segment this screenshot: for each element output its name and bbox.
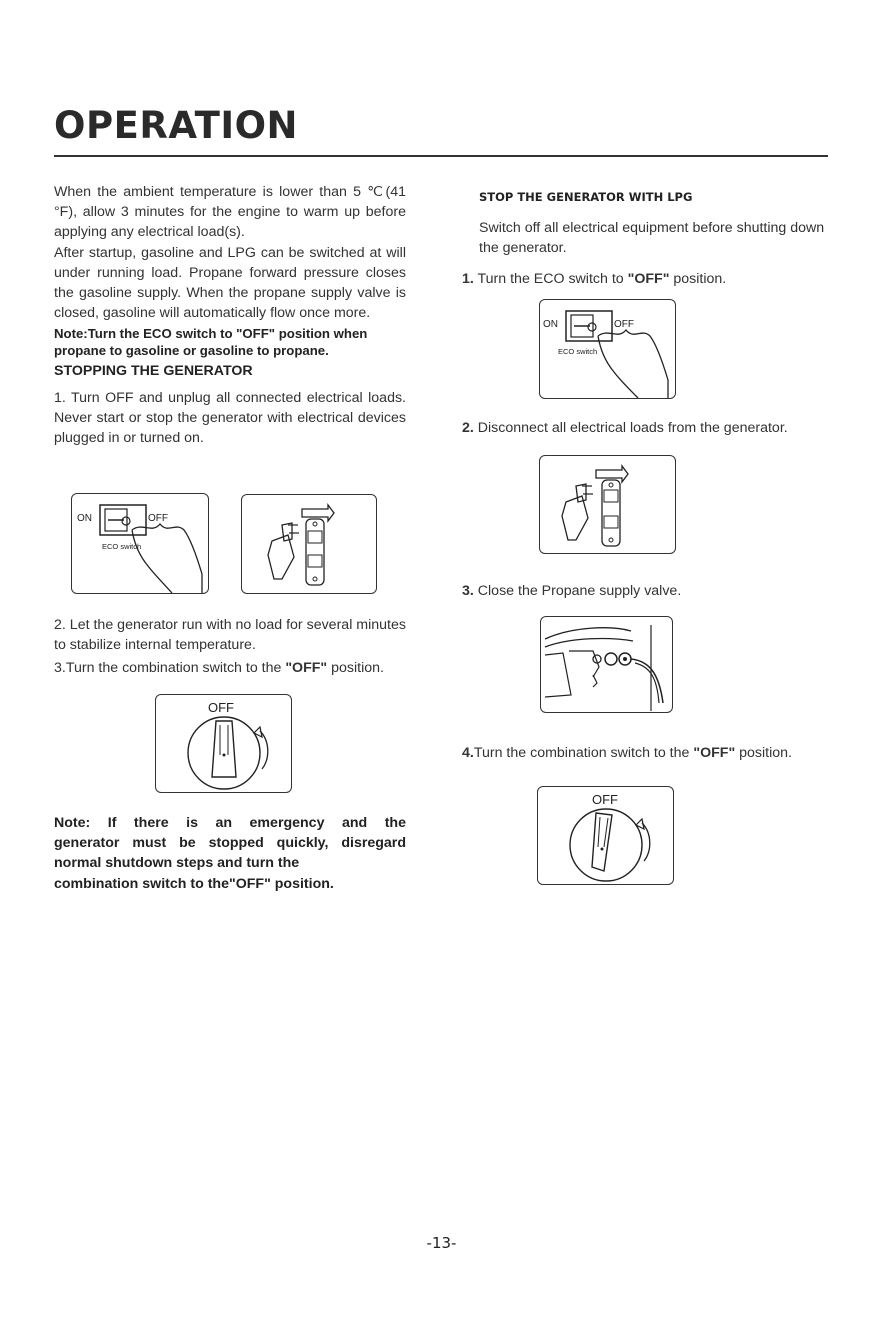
left-step-3-prefix: 3.Turn the combination switch to the [54, 660, 286, 677]
emergency-line-2: generator must be stopped quickly, disregard [54, 835, 406, 852]
right-step-3 [462, 581, 832, 601]
right-step-4-suffix: position. [735, 745, 792, 761]
title-divider [54, 155, 828, 157]
eco-off-label-right: OFF [614, 319, 634, 330]
right-column [462, 184, 830, 289]
unplug-figure-left [241, 494, 377, 594]
right-step-2-num: 2. [462, 420, 474, 436]
fuel-switch-paragraph: After startup, gasoline and LPG can be switched at will under running load. Propane forward pressure closes the gasoline supply. When the propane supply valve is closed, gasoline will automatically flow once more. [54, 244, 406, 322]
lpg-heading: STOP THE GENERATOR WITH LPG [479, 190, 693, 204]
right-step-4-prefix: Turn the combination switch to the [473, 745, 694, 761]
dial-figure-right [537, 786, 674, 885]
dial-illustration [156, 695, 291, 792]
propane-valve-figure [540, 616, 673, 713]
emergency-line-4-prefix: combination switch to the [54, 875, 229, 892]
right-step-3-num: 3. [462, 583, 474, 599]
eco-note: Note:Turn the ECO switch to "OFF" position when propane to gasoline or gasoline to propane. [54, 326, 368, 358]
left-step-2: 2. Let the generator run with no load for several minutes to stabilize internal temperature. [54, 617, 406, 654]
emergency-line-4 [54, 874, 406, 894]
plug-outlet-illustration-right [540, 456, 675, 553]
dial-off-label-right: OFF [592, 792, 618, 807]
unplug-figure-right [539, 455, 676, 554]
page-title: OPERATION [54, 104, 299, 147]
right-step-1-suffix: position. [669, 270, 727, 287]
eco-off-label: OFF [148, 513, 168, 524]
plug-outlet-illustration [242, 495, 376, 593]
right-step-4-num: 4. [462, 745, 474, 761]
right-step-3-text: Close the Propane supply valve. [473, 583, 682, 599]
emergency-line-4-off: "OFF" [228, 875, 271, 892]
stopping-heading: STOPPING THE GENERATOR [54, 363, 253, 380]
eco-switch-figure-left [71, 493, 209, 594]
right-step-1-num: 1. [462, 270, 474, 287]
lpg-intro: Switch off all electrical equipment before shutting down the generator. [479, 220, 825, 257]
dial-off-label: OFF [208, 700, 234, 715]
left-column [54, 182, 406, 448]
warmup-paragraph: When the ambient temperature is lower than 5 ℃(41 °F), allow 3 minutes for the engine to warm up before applying any electrical load(s). [54, 184, 406, 241]
page-number: -13- [426, 1234, 457, 1252]
right-step-2-text: Disconnect all electrical loads from the generator. [473, 420, 788, 436]
right-step-1 [462, 269, 830, 289]
eco-switch-illustration-right [540, 300, 675, 398]
propane-valve-illustration [541, 617, 672, 712]
eco-caption-right: ECO switch [558, 347, 598, 356]
left-step-3 [54, 658, 406, 678]
right-step-4-off: "OFF" [693, 745, 736, 761]
left-steps-2-3 [54, 615, 406, 679]
right-step-4 [462, 743, 832, 763]
left-step-3-off: "OFF" [285, 660, 328, 677]
dial-figure-left [155, 694, 292, 793]
right-step-1-prefix: Turn the ECO switch to [473, 270, 628, 287]
right-step-2 [462, 418, 832, 438]
left-step-3-suffix: position. [327, 660, 384, 677]
eco-switch-illustration [72, 494, 208, 593]
eco-on-label-right: ON [543, 319, 558, 330]
dial-illustration-right [538, 787, 673, 884]
eco-caption: ECO switch [102, 542, 142, 551]
eco-switch-figure-right [539, 299, 676, 399]
eco-on-label: ON [77, 513, 92, 524]
right-step-1-off: "OFF" [627, 270, 670, 287]
emergency-line-3: normal shutdown steps and turn the [54, 855, 300, 872]
emergency-line-1: Note: If there is an emergency and the [54, 815, 406, 831]
left-step-1: 1. Turn OFF and unplug all connected electrical loads. Never start or stop the generator with electrical devices plugged in or turned on. [54, 389, 406, 447]
emergency-note [54, 813, 406, 894]
emergency-line-4-suffix: position. [270, 875, 334, 892]
